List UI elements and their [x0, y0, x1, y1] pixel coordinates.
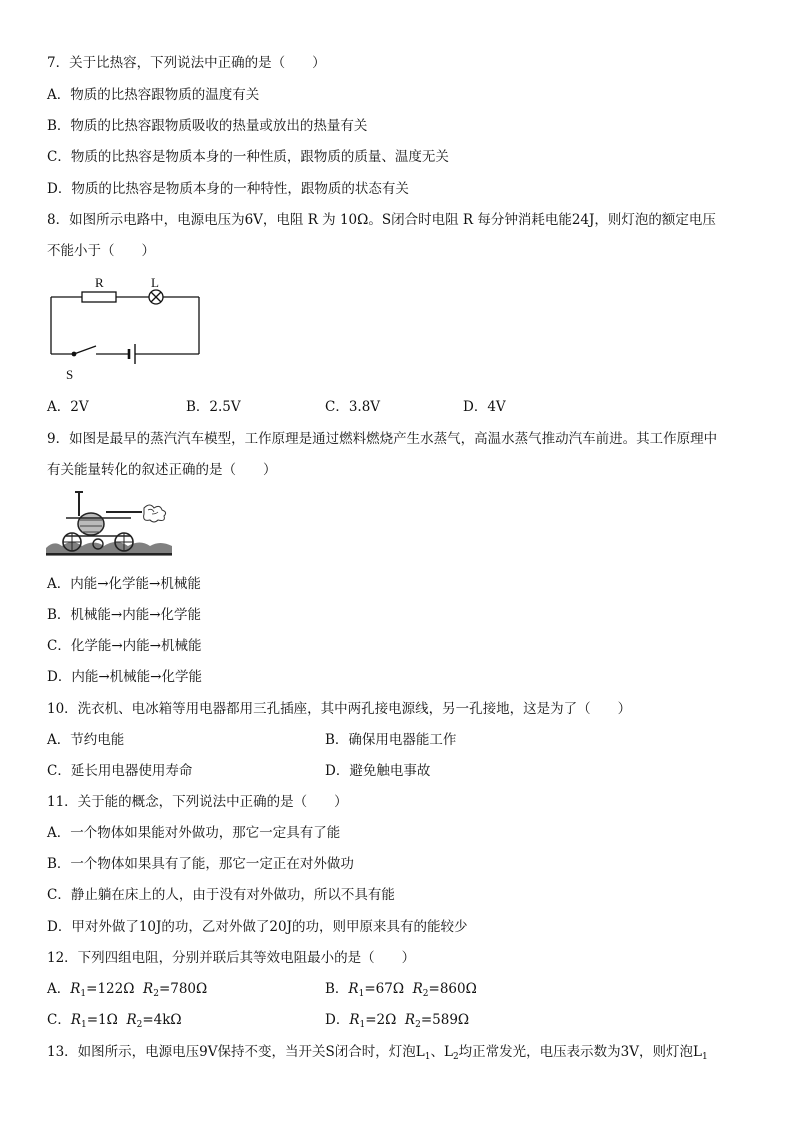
q7-option-c: C．物质的比热容是物质本身的一种性质，跟物质的质量、温度无关 — [47, 149, 449, 165]
lamp-label: L — [151, 275, 159, 290]
q7-option-d: D．物质的比热容是物质本身的一种特性，跟物质的状态有关 — [47, 181, 409, 197]
q10-stem: 10．洗衣机、电冰箱等用电器都用三孔插座，其中两孔接电源线，另一孔接地，这是为了（ ） — [47, 701, 632, 717]
q8-stem-line1: 8．如图所示电路中，电源电压为6V，电阻 R 为 10Ω。S闭合时电阻 R 每分钟消耗电能24J，则灯泡的额定电压 — [47, 212, 716, 228]
q10-option-a: A．节约电能 — [47, 732, 125, 748]
resistor-symbol — [82, 292, 116, 302]
resistor-label: R — [95, 275, 104, 290]
q12-option-b: B．$R_1=67\Omega$ $R_2=860\Omega$ — [325, 981, 477, 999]
q13-stem: 13．如图所示，电源电压9V保持不变，当开关S闭合时，灯泡$L_1$、$L_2$均正常发光，电压表示数为3V，则灯泡$L_1$ — [47, 1044, 708, 1062]
q7-option-b: B．物质的比热容跟物质吸收的热量或放出的热量有关 — [47, 118, 368, 134]
q11-option-b: B．一个物体如果具有了能，那它一定正在对外做功 — [47, 856, 354, 872]
switch-blade — [74, 346, 96, 354]
q7-stem: 7．关于比热容，下列说法中正确的是（ ） — [47, 55, 326, 71]
q11-option-c: C．静止躺在床上的人，由于没有对外做功，所以不具有能 — [47, 887, 395, 903]
switch-pivot — [72, 352, 77, 357]
q8-stem-line2: 不能小于（ ） — [47, 243, 155, 259]
q8-circuit-diagram — [40, 272, 210, 384]
q12-option-d: D．$R_1=2\Omega$ $R_2=589\Omega$ — [325, 1012, 470, 1030]
q9-stem-line1: 9．如图是最早的蒸汽汽车模型，工作原理是通过燃料燃烧产生水蒸气，高温水蒸气推动汽车前进。其工作原理中 — [47, 431, 718, 447]
q8-option-a: A．2V — [47, 399, 89, 415]
q9-option-c: C．化学能→内能→机械能 — [47, 638, 202, 654]
q10-option-c: C．延长用电器使用寿命 — [47, 763, 193, 779]
q7-option-a: A．物质的比热容跟物质的温度有关 — [47, 87, 260, 103]
q10-option-d: D．避免触电事故 — [325, 763, 431, 779]
q8-option-d: D．4V — [463, 399, 506, 415]
q12-option-c: C．$R_1=1\Omega$ $R_2=4k\Omega$ — [47, 1012, 182, 1030]
q11-option-d: D．甲对外做了10J的功，乙对外做了20J的功，则甲原来具有的能较少 — [47, 919, 468, 935]
q9-option-d: D．内能→机械能→化学能 — [47, 669, 202, 685]
q11-option-a: A．一个物体如果能对外做功，那它一定具有了能 — [47, 825, 341, 841]
q10-option-b: B．确保用电器能工作 — [325, 732, 457, 748]
q8-option-c: C．3.8V — [325, 399, 381, 415]
q9-steam-car-illustration — [46, 488, 174, 560]
q9-option-b: B．机械能→内能→化学能 — [47, 607, 202, 623]
q9-stem-line2: 有关能量转化的叙述正确的是（ ） — [47, 462, 277, 478]
q12-option-a: A．$R_1=122\Omega$ $R_2=780\Omega$ — [47, 981, 208, 999]
q11-stem: 11．关于能的概念，下列说法中正确的是（ ） — [47, 794, 348, 810]
q9-option-a: A．内能→化学能→机械能 — [47, 576, 201, 592]
q12-stem: 12．下列四组电阻，分别并联后其等效电阻最小的是（ ） — [47, 950, 416, 966]
q8-option-b: B．2.5V — [186, 399, 241, 415]
switch-label: S — [66, 367, 74, 382]
